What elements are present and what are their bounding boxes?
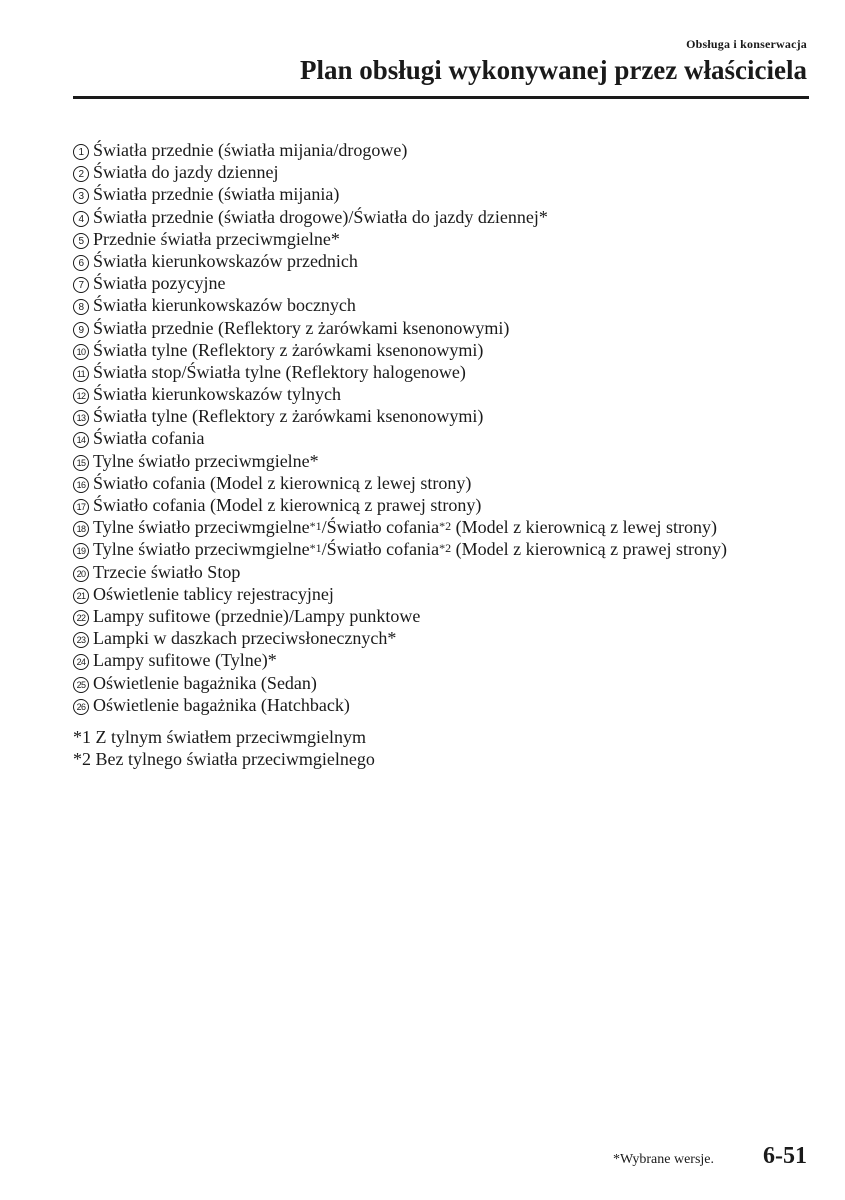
footnote: *2 Bez tylnego światła przeciwmgielnego — [73, 749, 375, 769]
item-label — [93, 272, 225, 294]
item-text: Światła tylne (Reflektory z żarówkami ksenonowymi) — [93, 339, 484, 360]
title-rule — [73, 96, 809, 99]
light-item — [73, 383, 813, 405]
light-item — [73, 206, 813, 228]
footnote-marker: *2 — [439, 541, 452, 556]
light-item — [73, 272, 813, 294]
item-text: Lampy sufitowe (przednie)/Lampy punktowe — [93, 605, 421, 626]
item-text: /Światło cofania — [321, 539, 440, 560]
item-number-circle: 4 — [73, 211, 89, 227]
light-item — [73, 561, 813, 583]
item-number-circle: 13 — [73, 410, 89, 426]
item-number-circle: 1 — [73, 144, 89, 160]
item-text: Przednie światła przeciwmgielne* — [93, 228, 340, 249]
item-label — [93, 339, 483, 361]
item-text: Światła cofania — [93, 428, 205, 449]
item-number-circle: 2 — [73, 166, 89, 182]
footnote-marker: *2 — [439, 519, 452, 534]
light-item — [73, 250, 813, 272]
item-text: Lampki w daszkach przeciwsłonecznych* — [93, 628, 397, 649]
light-item — [73, 450, 813, 472]
light-item — [73, 294, 813, 316]
item-number-circle: 11 — [73, 366, 89, 382]
item-number-circle: 5 — [73, 233, 89, 249]
item-text: Światła pozycyjne — [93, 273, 226, 294]
item-text: Tylne światło przeciwmgielne — [93, 517, 310, 538]
section-label: Obsługa i konserwacja — [686, 37, 807, 51]
item-number-circle: 18 — [73, 521, 89, 537]
item-text: Światła kierunkowskazów przednich — [93, 250, 358, 271]
item-label — [93, 583, 334, 605]
light-item — [73, 472, 813, 494]
item-number-circle: 3 — [73, 188, 89, 204]
item-text: Światła przednie (światła drogowe)/Światła do jazdy dziennej* — [93, 206, 548, 227]
item-text: Światła stop/Światła tylne (Reflektory halogenowe) — [93, 361, 466, 382]
item-text: Lampy sufitowe (Tylne)* — [93, 650, 277, 671]
item-label — [93, 317, 509, 339]
item-text: Tylne światło przeciwmgielne — [93, 539, 310, 560]
footnote: *1 Z tylnym światłem przeciwmgielnym — [73, 727, 366, 747]
item-text: Światła przednie (światła mijania) — [93, 184, 340, 205]
item-text: Światła kierunkowskazów bocznych — [93, 295, 356, 316]
item-label — [93, 694, 350, 716]
item-number-circle: 24 — [73, 654, 89, 670]
light-item — [73, 161, 813, 183]
footnote-marker: *1 — [309, 519, 322, 534]
light-item — [73, 538, 813, 560]
item-label — [93, 561, 240, 583]
item-text: Światła do jazdy dziennej — [93, 162, 279, 183]
page-title: Plan obsługi wykonywanej przez właściciela — [300, 55, 807, 85]
item-label — [93, 516, 717, 538]
item-text: /Światło cofania — [321, 517, 440, 538]
item-number-circle: 15 — [73, 455, 89, 471]
item-number-circle: 16 — [73, 477, 89, 493]
footnote-list — [73, 726, 375, 770]
item-text: Światła przednie (światła mijania/drogowe) — [93, 140, 408, 160]
item-text: Światło cofania (Model z kierownicą z lewej strony) — [93, 472, 472, 493]
selected-versions-note: *Wybrane wersje. — [613, 1152, 715, 1167]
item-label — [93, 361, 466, 383]
footnote-marker: *1 — [309, 541, 322, 556]
item-text: (Model z kierownicą z prawej strony) — [451, 539, 728, 560]
item-number-circle: 23 — [73, 632, 89, 648]
item-text: Światła kierunkowskazów tylnych — [93, 384, 341, 405]
item-text: Oświetlenie bagażnika (Sedan) — [93, 672, 317, 693]
item-number-circle: 8 — [73, 299, 89, 315]
item-number-circle: 19 — [73, 543, 89, 559]
page-number: 6-51 — [763, 1143, 807, 1169]
item-number-circle: 10 — [73, 344, 89, 360]
item-label — [93, 294, 356, 316]
item-label — [93, 161, 278, 183]
light-item — [73, 627, 813, 649]
item-label — [93, 649, 277, 671]
light-item — [73, 649, 813, 671]
light-item — [73, 427, 813, 449]
light-item — [73, 516, 813, 538]
light-item — [73, 672, 813, 694]
light-item — [73, 494, 813, 516]
item-number-circle: 20 — [73, 566, 89, 582]
light-item — [73, 361, 813, 383]
item-text: Światła przednie (Reflektory z żarówkami ksenonowymi) — [93, 317, 510, 338]
item-label — [93, 250, 358, 272]
item-number-circle: 12 — [73, 388, 89, 404]
item-number-circle: 7 — [73, 277, 89, 293]
light-item — [73, 139, 813, 161]
light-item — [73, 405, 813, 427]
item-label — [93, 206, 548, 228]
item-number-circle: 25 — [73, 677, 89, 693]
item-text: Trzecie światło Stop — [93, 561, 241, 582]
light-item — [73, 583, 813, 605]
light-item — [73, 317, 813, 339]
item-text: Oświetlenie bagażnika (Hatchback) — [93, 694, 350, 715]
item-text: Światła tylne (Reflektory z żarówkami ksenonowymi) — [93, 406, 484, 427]
item-label — [93, 383, 341, 405]
light-item-list — [73, 139, 813, 716]
item-label — [93, 427, 204, 449]
item-number-circle: 21 — [73, 588, 89, 604]
light-item — [73, 183, 813, 205]
item-label — [93, 405, 483, 427]
item-number-circle: 9 — [73, 322, 89, 338]
item-label — [93, 228, 340, 250]
item-number-circle: 17 — [73, 499, 89, 515]
light-item — [73, 694, 813, 716]
item-text: Tylne światło przeciwmgielne* — [93, 450, 319, 471]
item-number-circle: 22 — [73, 610, 89, 626]
item-label — [93, 450, 319, 472]
item-label — [93, 538, 727, 560]
item-text: (Model z kierownicą z lewej strony) — [451, 517, 718, 538]
light-item — [73, 605, 813, 627]
item-label — [93, 672, 317, 694]
item-label — [93, 627, 396, 649]
item-text: Światło cofania (Model z kierownicą z prawej strony) — [93, 495, 482, 515]
item-text: Oświetlenie tablicy rejestracyjnej — [93, 583, 334, 604]
light-item — [73, 228, 813, 250]
item-label — [93, 139, 407, 161]
item-number-circle: 6 — [73, 255, 89, 271]
item-label — [93, 472, 471, 494]
item-label — [93, 183, 339, 205]
item-number-circle: 26 — [73, 699, 89, 715]
item-label — [93, 605, 420, 627]
item-label — [93, 494, 481, 516]
light-item — [73, 339, 813, 361]
item-number-circle: 14 — [73, 432, 89, 448]
